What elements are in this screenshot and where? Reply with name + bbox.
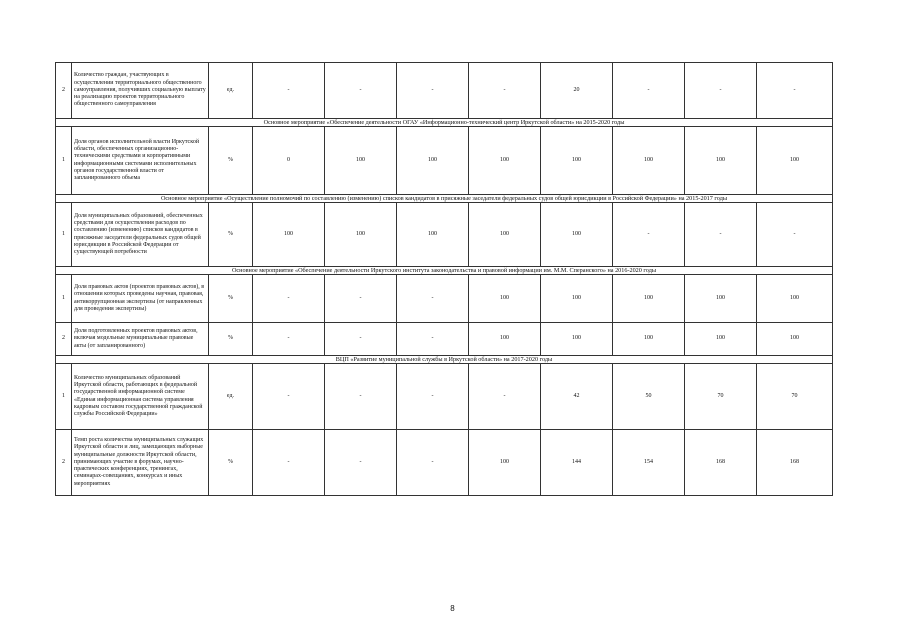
value-cell: 100 xyxy=(325,203,397,267)
table-row xyxy=(56,63,833,119)
value-cell: 70 xyxy=(685,364,757,430)
value-cell: 100 xyxy=(541,275,613,323)
value-cell: 50 xyxy=(613,364,685,430)
value-cell: 168 xyxy=(757,430,833,496)
document-sheet xyxy=(55,62,832,496)
unit-cell: % xyxy=(209,275,253,323)
table-row xyxy=(56,323,833,356)
value-cell: 154 xyxy=(613,430,685,496)
value-cell: 144 xyxy=(541,430,613,496)
indicator-name-cell: Количество граждан, участвующих в осуществлении территориального общественного самоуправления, получивших социальную выплату на реализацию проектов территориального общественного самоуправления xyxy=(72,63,209,119)
value-cell: 100 xyxy=(541,203,613,267)
row-number-cell: 1 xyxy=(56,203,72,267)
value-cell: - xyxy=(253,275,325,323)
row-number-cell: 1 xyxy=(56,127,72,195)
value-cell: 100 xyxy=(397,203,469,267)
row-number-cell: 2 xyxy=(56,323,72,356)
value-cell: - xyxy=(757,63,833,119)
value-cell: 100 xyxy=(613,127,685,195)
value-cell: - xyxy=(325,364,397,430)
value-cell: - xyxy=(397,430,469,496)
value-cell: - xyxy=(685,203,757,267)
unit-cell: % xyxy=(209,430,253,496)
unit-cell: ед. xyxy=(209,364,253,430)
unit-cell: % xyxy=(209,203,253,267)
row-number-cell: 2 xyxy=(56,430,72,496)
value-cell: - xyxy=(613,63,685,119)
value-cell: 100 xyxy=(541,323,613,356)
value-cell: 100 xyxy=(757,127,833,195)
value-cell: 100 xyxy=(613,323,685,356)
table-body xyxy=(56,63,833,496)
value-cell: 100 xyxy=(325,127,397,195)
value-cell: - xyxy=(253,63,325,119)
value-cell: 70 xyxy=(757,364,833,430)
value-cell: 100 xyxy=(469,127,541,195)
page-number: 8 xyxy=(450,604,455,613)
indicator-name-cell: Доля правовых актов (проектов правовых актов), в отношении которых проведены научная, правовая, антикоррупционная экспертизы (от направленных для проведения экспертизы) xyxy=(72,275,209,323)
row-number-cell: 1 xyxy=(56,275,72,323)
value-cell: - xyxy=(253,323,325,356)
unit-cell: % xyxy=(209,127,253,195)
value-cell: 100 xyxy=(397,127,469,195)
section-heading: Основное мероприятие «Обеспечение деятельности Иркутского института законодательства и правовой информации им. М.М. Сперанского» на 2016-2020 годы xyxy=(56,267,833,275)
table-row xyxy=(56,430,833,496)
value-cell: - xyxy=(685,63,757,119)
value-cell: - xyxy=(325,323,397,356)
value-cell: - xyxy=(325,275,397,323)
section-heading-row xyxy=(56,195,833,203)
table-row xyxy=(56,364,833,430)
value-cell: 100 xyxy=(469,275,541,323)
value-cell: - xyxy=(469,364,541,430)
section-heading: Основное мероприятие «Обеспечение деятельности ОГАУ «Информационно-технический центр Иркутской области» на 2015-2020 годы xyxy=(56,119,833,127)
unit-cell: ед. xyxy=(209,63,253,119)
value-cell: - xyxy=(325,63,397,119)
value-cell: 100 xyxy=(685,275,757,323)
value-cell: - xyxy=(253,430,325,496)
indicator-name-cell: Доля органов исполнительной власти Иркутской области, обеспеченных организационно-техническими средствами и корпоративными информационными системами исполнительных органов государственной власти от запланированного объема xyxy=(72,127,209,195)
value-cell: 100 xyxy=(757,275,833,323)
table-row xyxy=(56,127,833,195)
value-cell: - xyxy=(397,364,469,430)
section-heading-row xyxy=(56,119,833,127)
indicator-name-cell: Доля подготовленных проектов правовых актов, включая модельные муниципальные правовые акты (от запланированного) xyxy=(72,323,209,356)
value-cell: 100 xyxy=(469,323,541,356)
indicators-table xyxy=(55,62,833,496)
value-cell: 100 xyxy=(253,203,325,267)
table-row xyxy=(56,203,833,267)
indicator-name-cell: Темп роста количества муниципальных служащих Иркутской области и лиц, замещающих выборные муниципальные должности Иркутской области, принимающих участие в форумах, научно-практических конференциях, тренингах, семинарах-совещаниях, конкурсах и иных мероприятиях xyxy=(72,430,209,496)
value-cell: - xyxy=(397,275,469,323)
value-cell: 168 xyxy=(685,430,757,496)
indicator-name-cell: Доля муниципальных образований, обеспеченных средствами для осуществления расходов по составлению (изменению) списков кандидатов в присяжные заседатели федеральных судов общей юрисдикции в Российской Федерации от существующей потребности xyxy=(72,203,209,267)
value-cell: - xyxy=(469,63,541,119)
value-cell: 100 xyxy=(469,430,541,496)
value-cell: - xyxy=(757,203,833,267)
value-cell: 0 xyxy=(253,127,325,195)
value-cell: - xyxy=(397,63,469,119)
value-cell: - xyxy=(253,364,325,430)
section-heading: ВЦП «Развитие муниципальной службы в Иркутской области» на 2017-2020 годы xyxy=(56,356,833,364)
value-cell: 100 xyxy=(757,323,833,356)
value-cell: 100 xyxy=(613,275,685,323)
section-heading: Основное мероприятие «Осуществление полномочий по составлению (изменению) списков кандидатов в присяжные заседатели федеральных судов общей юрисдикции в Российской Федерации» на 2015-2017 годы xyxy=(56,195,833,203)
value-cell: 100 xyxy=(541,127,613,195)
value-cell: 100 xyxy=(469,203,541,267)
table-row xyxy=(56,275,833,323)
indicator-name-cell: Количество муниципальных образований Иркутской области, работающих в федеральной государственной информационной системе «Единая информационная система управления кадровым составом государственной гражданской службы Российской Федерации» xyxy=(72,364,209,430)
value-cell: - xyxy=(397,323,469,356)
section-heading-row xyxy=(56,356,833,364)
unit-cell: % xyxy=(209,323,253,356)
row-number-cell: 2 xyxy=(56,63,72,119)
row-number-cell: 1 xyxy=(56,364,72,430)
value-cell: 100 xyxy=(685,323,757,356)
value-cell: 20 xyxy=(541,63,613,119)
value-cell: 42 xyxy=(541,364,613,430)
value-cell: - xyxy=(613,203,685,267)
value-cell: 100 xyxy=(685,127,757,195)
section-heading-row xyxy=(56,267,833,275)
value-cell: - xyxy=(325,430,397,496)
